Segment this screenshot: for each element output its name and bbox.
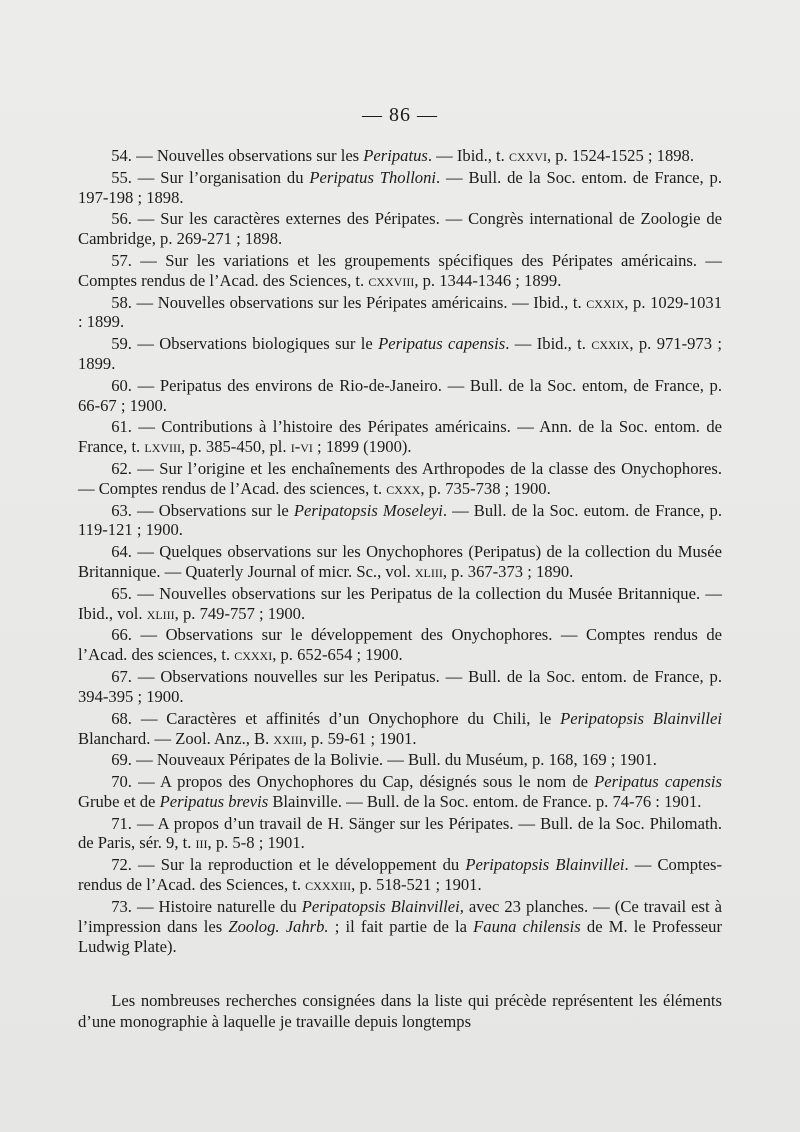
bibliography-entry (78, 168, 722, 208)
entry-text: 69. — Nouveaux Péripates de la Bolivie. — Bull. du Muséum, p. 168, 169 ; 1901. (111, 750, 657, 770)
entry-text: , p. 652-654 ; 1900. (272, 645, 403, 665)
small-caps-text: xliii (146, 603, 175, 623)
italic-text: Fauna chilensis (473, 916, 581, 936)
entry-text: 64. — Quelques observations sur les Onychophores (Peripatus) de la collection du Musée Britannique. — Quaterly Journal of micr. Sc., vol. (78, 542, 722, 582)
italic-text: Peripatopsis Moseleyi (293, 500, 443, 520)
italic-text: Peripatus brevis (159, 791, 269, 811)
bibliography-list (78, 146, 722, 958)
entry-text: , p. 1029-1031 : 1899. (78, 292, 723, 332)
small-caps-text: cxxxi (234, 645, 273, 665)
bibliography-entry (78, 667, 722, 707)
entry-text: , p. 735-738 ; 1900. (420, 478, 551, 498)
entry-text: 56. — Sur les caractères externes des Péripates. — Congrès international de Zoologie de Cambridge, p. 269-271 ; 1898. (78, 209, 722, 249)
bibliography-entry (78, 814, 722, 854)
entry-text: Blanchard. — Zool. Anz., B. (78, 728, 274, 748)
closing-section (78, 990, 722, 1032)
entry-text: , p. 367-373 ; 1890. (442, 562, 574, 582)
italic-text: Peripatus Tholloni (309, 167, 437, 187)
italic-text: Peripatus (363, 146, 428, 165)
entry-text: 57. — Sur les variations et les groupements spécifiques des Péripates américains. — Comptes rendus de l’Acad. des Sciences, t. (78, 250, 722, 290)
page-number: — 86 — (362, 104, 438, 126)
bibliography-entry (78, 625, 722, 665)
bibliography-entry (78, 251, 722, 291)
entry-text: 73. — Histoire naturelle du (111, 896, 302, 916)
entry-text: . — Ibid., t. (505, 334, 592, 354)
entry-text: 70. — A propos des Onychophores du Cap, désignés sous le nom de (111, 771, 595, 791)
bibliography-entry (78, 209, 722, 249)
bibliography-entry (78, 542, 722, 582)
entry-text: , p. 971-973 ; 1899. (78, 334, 723, 374)
entry-text: , p. 749-757 ; 1900. (174, 603, 306, 623)
bibliography-entry (78, 750, 722, 770)
italic-text: Peripatopsis Blainvillei (465, 855, 625, 875)
bibliography-entry (78, 772, 722, 812)
small-caps-text: cxxxiii (305, 875, 352, 895)
bibliography-entry (78, 584, 722, 624)
small-caps-text: i-vi (290, 437, 313, 457)
small-caps-text: xxiii (273, 728, 303, 748)
small-caps-text: xliii (414, 562, 443, 582)
entry-text: Blainville. — Bull. de la Soc. entom. de France. p. 74-76 : 1901. (268, 791, 702, 811)
entry-text: ; 1899 (1900). (312, 437, 412, 457)
entry-text: , p. 5-8 ; 1901. (207, 833, 305, 853)
bibliography-entry (78, 146, 722, 166)
entry-text: Grube et de (78, 791, 160, 811)
entry-text: de M. le Professeur Ludwig Plate). (78, 916, 722, 956)
entry-text: , p. 385-450, pl. (181, 437, 291, 457)
entry-text: 55. — Sur l’organisation du (111, 167, 310, 187)
entry-text: 62. — Sur l’origine et les enchaînements des Arthropodes de la classe des Onychophores. — Comptes rendus de l’Acad. des sciences, t. (78, 458, 722, 498)
small-caps-text: cxxviii (368, 270, 415, 290)
bibliography-entry (78, 709, 722, 749)
small-caps-text: cxxix (591, 334, 630, 354)
small-caps-text: lxviii (144, 437, 182, 457)
entry-text: . — Ibid., t. (427, 146, 509, 165)
entry-text: 59. — Observations biologiques sur le (111, 334, 379, 354)
bibliography-entry (78, 501, 722, 541)
entry-text: 68. — Caractères et affinités d’un Onychophore du Chili, le (111, 708, 561, 728)
entry-text: 66. — Observations sur le développement des Onychophores. — Comptes rendus de l’Acad. des sciences, t. (78, 625, 722, 665)
small-caps-text: cxxvi (508, 146, 547, 165)
entry-text: 54. — Nouvelles observations sur les (111, 146, 364, 165)
entry-text: . — Bull. de la Soc. eutom. de France, p. 119-121 ; 1900. (78, 500, 722, 540)
entry-text: , p. 59-61 ; 1901. (302, 728, 417, 748)
bibliography-entry (78, 459, 722, 499)
entry-text: , p. 1344-1346 ; 1899. (414, 270, 562, 290)
entry-text: 71. — A propos d’un travail de H. Sänger sur les Péripates. — Bull. de la Soc. Philomath. de Paris, sér. 9, t. (78, 813, 722, 853)
italic-text: Peripatus capensis (594, 771, 722, 791)
italic-text: Peripatus capensis (378, 334, 506, 354)
entry-text: 67. — Observations nouvelles sur les Peripatus. — Bull. de la Soc. entom. de France, p. 394-395 ; 1900. (78, 667, 722, 706)
closing-paragraph: Les nombreuses recherches consignées dans la liste qui précède représentent les éléments d’une monographie à laquelle je travaille depuis longtemps (78, 991, 722, 1031)
entry-text: 65. — Nouvelles observations sur les Peripatus de la collection du Musée Britannique. — Ibid., vol. (78, 583, 722, 623)
bibliography-entry (78, 417, 722, 457)
italic-text: Peripatopsis Blainvillei (301, 896, 460, 916)
small-caps-text: cxxx (386, 478, 421, 498)
italic-text: Peripatopsis Blainvillei (560, 708, 722, 728)
entry-text: 60. — Peripatus des environs de Rio-de-Janeiro. — Bull. de la Soc. entom, de France, p. 66-67 ; 1900. (78, 375, 722, 415)
entry-text: , p. 518-521 ; 1901. (351, 875, 482, 895)
bibliography-entry (78, 855, 722, 895)
entry-text: 58. — Nouvelles observations sur les Péripates américains. — Ibid., t. (111, 292, 587, 312)
bibliography-entry (78, 376, 722, 416)
small-caps-text: iii (195, 833, 208, 853)
entry-text: 61. — Contributions à l’histoire des Péripates américains. — Ann. de la Soc. entom. de France, t. (78, 417, 722, 457)
entry-text: . — Bull. de la Soc. entom. de France, p. 197-198 ; 1898. (78, 167, 723, 207)
entry-text: 72. — Sur la reproduction et le développement du (111, 855, 466, 875)
entry-text: , p. 1524-1525 ; 1898. (546, 146, 694, 165)
entry-text: 63. — Observations sur le (111, 500, 294, 520)
small-caps-text: cxxix (586, 292, 625, 312)
entry-text: . — Comptes-rendus de l’Acad. des Sciences, t. (78, 855, 722, 895)
italic-text: Zoolog. Jahrb. (228, 916, 329, 936)
bibliography-entry (78, 293, 722, 333)
bibliography-entry (78, 334, 722, 374)
bibliography-entry (78, 897, 722, 957)
entry-text: ; il fait partie de la (328, 916, 474, 936)
entry-text: , avec 23 planches. — (Ce travail est à l’impression dans les (78, 896, 722, 936)
